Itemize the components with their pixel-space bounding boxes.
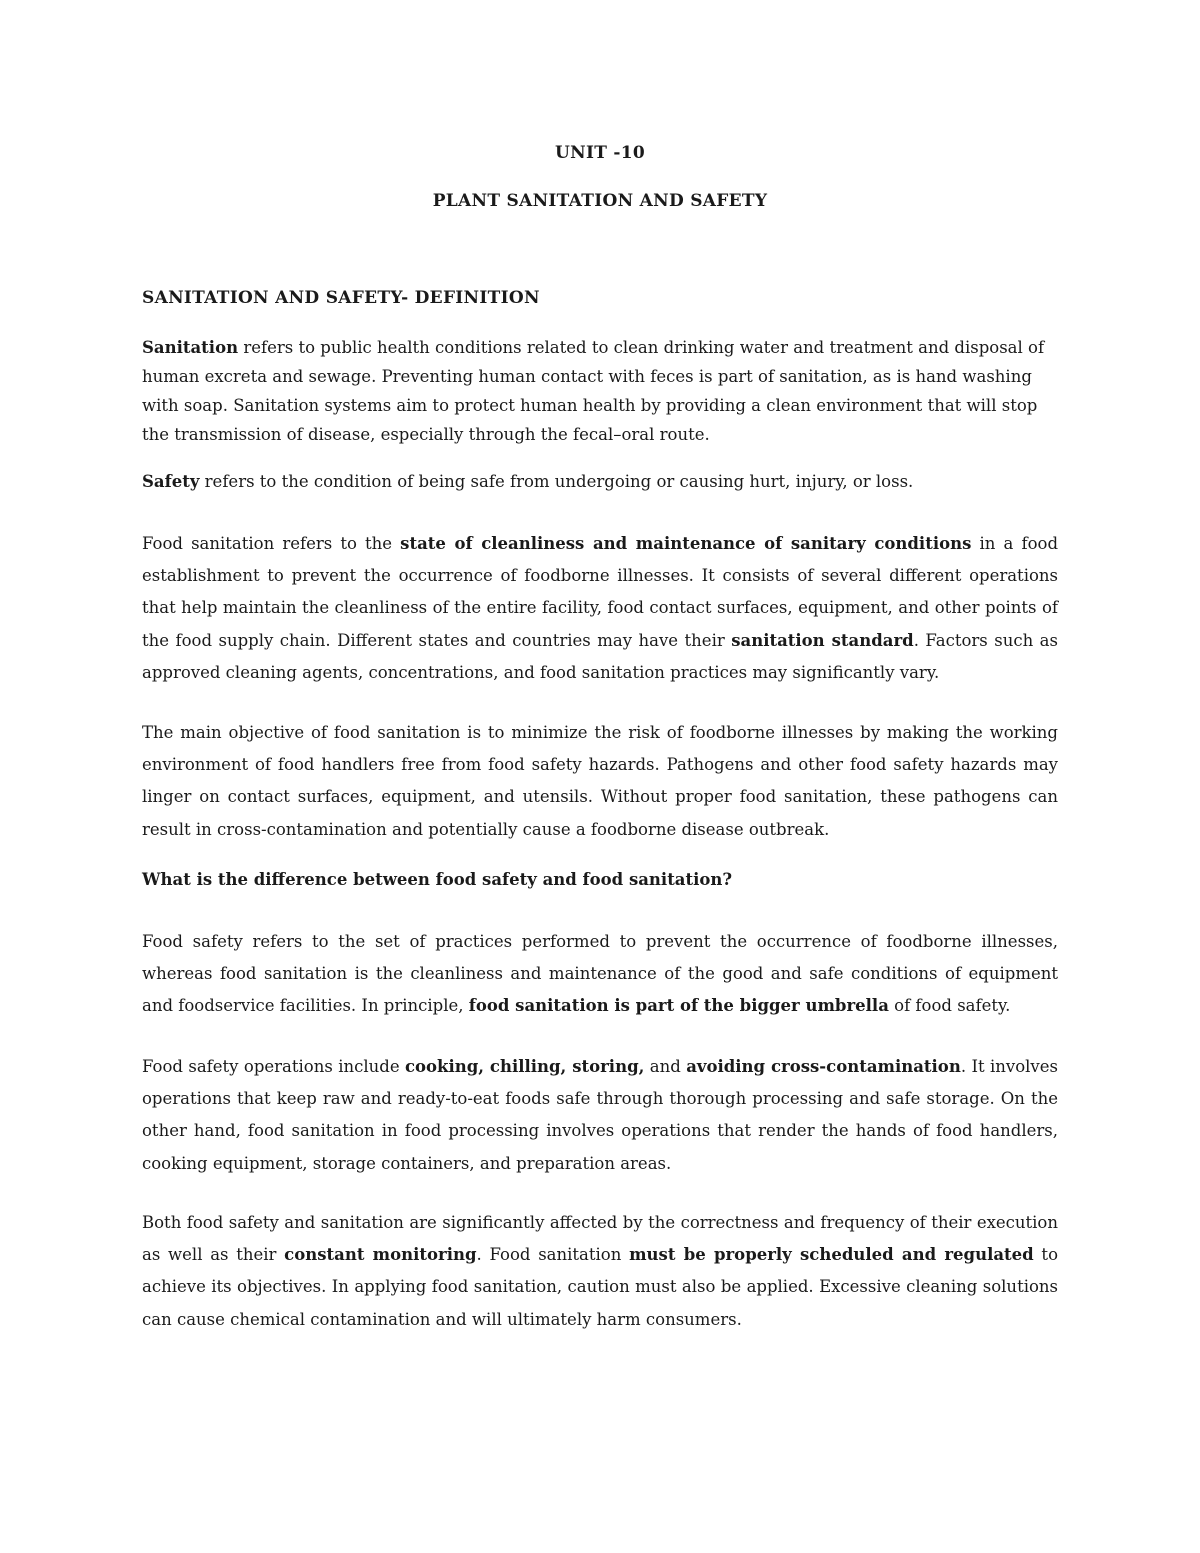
operations-paragraph — [142, 1051, 1058, 1180]
sanitation-definition-text: refers to public health conditions related to clean drinking water and treatment and disposal of human excreta and sewage. Preventing human contact with feces is part of sanitation, as is hand washing with soap. Sanitation systems aim to protect human health by providing a clean environment that will stop the transmission of disease, especially through the fecal–oral route. — [142, 338, 1045, 444]
text-run: in a food establishment to prevent the occurrence of foodborne illnesses. It consists of several different operations that help maintain the cleanliness of the entire facility, food contact surfaces, equipment, and other points of the food supply chain. Different states and countries may have their — [142, 534, 1059, 650]
monitoring-paragraph — [142, 1207, 1058, 1336]
sanitation-definition-paragraph — [142, 333, 1058, 449]
safety-definition-text: refers to the condition of being safe from undergoing or causing hurt, injury, or loss. — [199, 472, 914, 491]
text-run: of food safety. — [888, 996, 1011, 1016]
bold-run: food sanitation is part of the bigger umbrella — [468, 996, 889, 1016]
term-safety: Safety — [142, 472, 200, 491]
text-run: to achieve its objectives. In applying food sanitation, caution must also be applied. Excessive cleaning solutions can cause chemical contamination and will ultimately harm consumers. — [142, 1245, 1058, 1329]
bold-run: constant monitoring — [284, 1245, 477, 1265]
bold-run: must be properly scheduled and regulated — [629, 1245, 1034, 1265]
objective-paragraph: The main objective of food sanitation is to minimize the risk of foodborne illnesses by making the working environment of food handlers free from food safety hazards. Pathogens and other food safety hazards may linger on contact surfaces, equipment, and utensils. Without proper food sanitation, these pathogens can result in cross-contamination and potentially cause a foodborne disease outbreak. — [142, 723, 1058, 839]
unit-number: UNIT -10 — [555, 143, 645, 163]
text-run: Both food safety and sanitation are significantly affected by the correctness and frequency of their execution as well as their — [142, 1213, 1058, 1265]
text-run: Food safety refers to the set of practices performed to prevent the occurrence of foodborne illnesses, whereas food sanitation is the cleanliness and maintenance of the good and safe conditions of equipment and foodservice facilities. In principle, — [142, 932, 1058, 1016]
safety-definition-paragraph — [142, 467, 1058, 496]
page-title: PLANT SANITATION AND SAFETY — [432, 191, 768, 211]
text-run: . It involves operations that keep raw and ready-to-eat foods safe through thorough processing and safe storage. On the other hand, food sanitation in food processing involves operations that render the hands of food handlers, cooking equipment, storage containers, and preparation areas. — [142, 1057, 1058, 1173]
text-run: Food sanitation refers to the — [142, 534, 401, 553]
food-sanitation-paragraph — [142, 528, 1058, 689]
text-run: and — [644, 1057, 687, 1076]
text-run: . Factors such as approved cleaning agents, concentrations, and food sanitation practices may significantly vary. — [142, 630, 1058, 682]
text-run: Food safety operations include — [142, 1057, 405, 1076]
bold-run: avoiding cross-contamination — [686, 1057, 961, 1076]
question-heading: What is the difference between food safety and food sanitation? — [142, 870, 733, 889]
bold-run: sanitation standard — [731, 630, 914, 650]
section-heading: SANITATION AND SAFETY- DEFINITION — [142, 288, 540, 308]
term-sanitation: Sanitation — [142, 338, 239, 357]
bold-run: cooking, chilling, storing, — [404, 1057, 645, 1076]
difference-paragraph — [142, 926, 1058, 1023]
text-run: . Food sanitation — [476, 1245, 630, 1265]
bold-run: state of cleanliness and maintenance of sanitary conditions — [400, 534, 972, 553]
